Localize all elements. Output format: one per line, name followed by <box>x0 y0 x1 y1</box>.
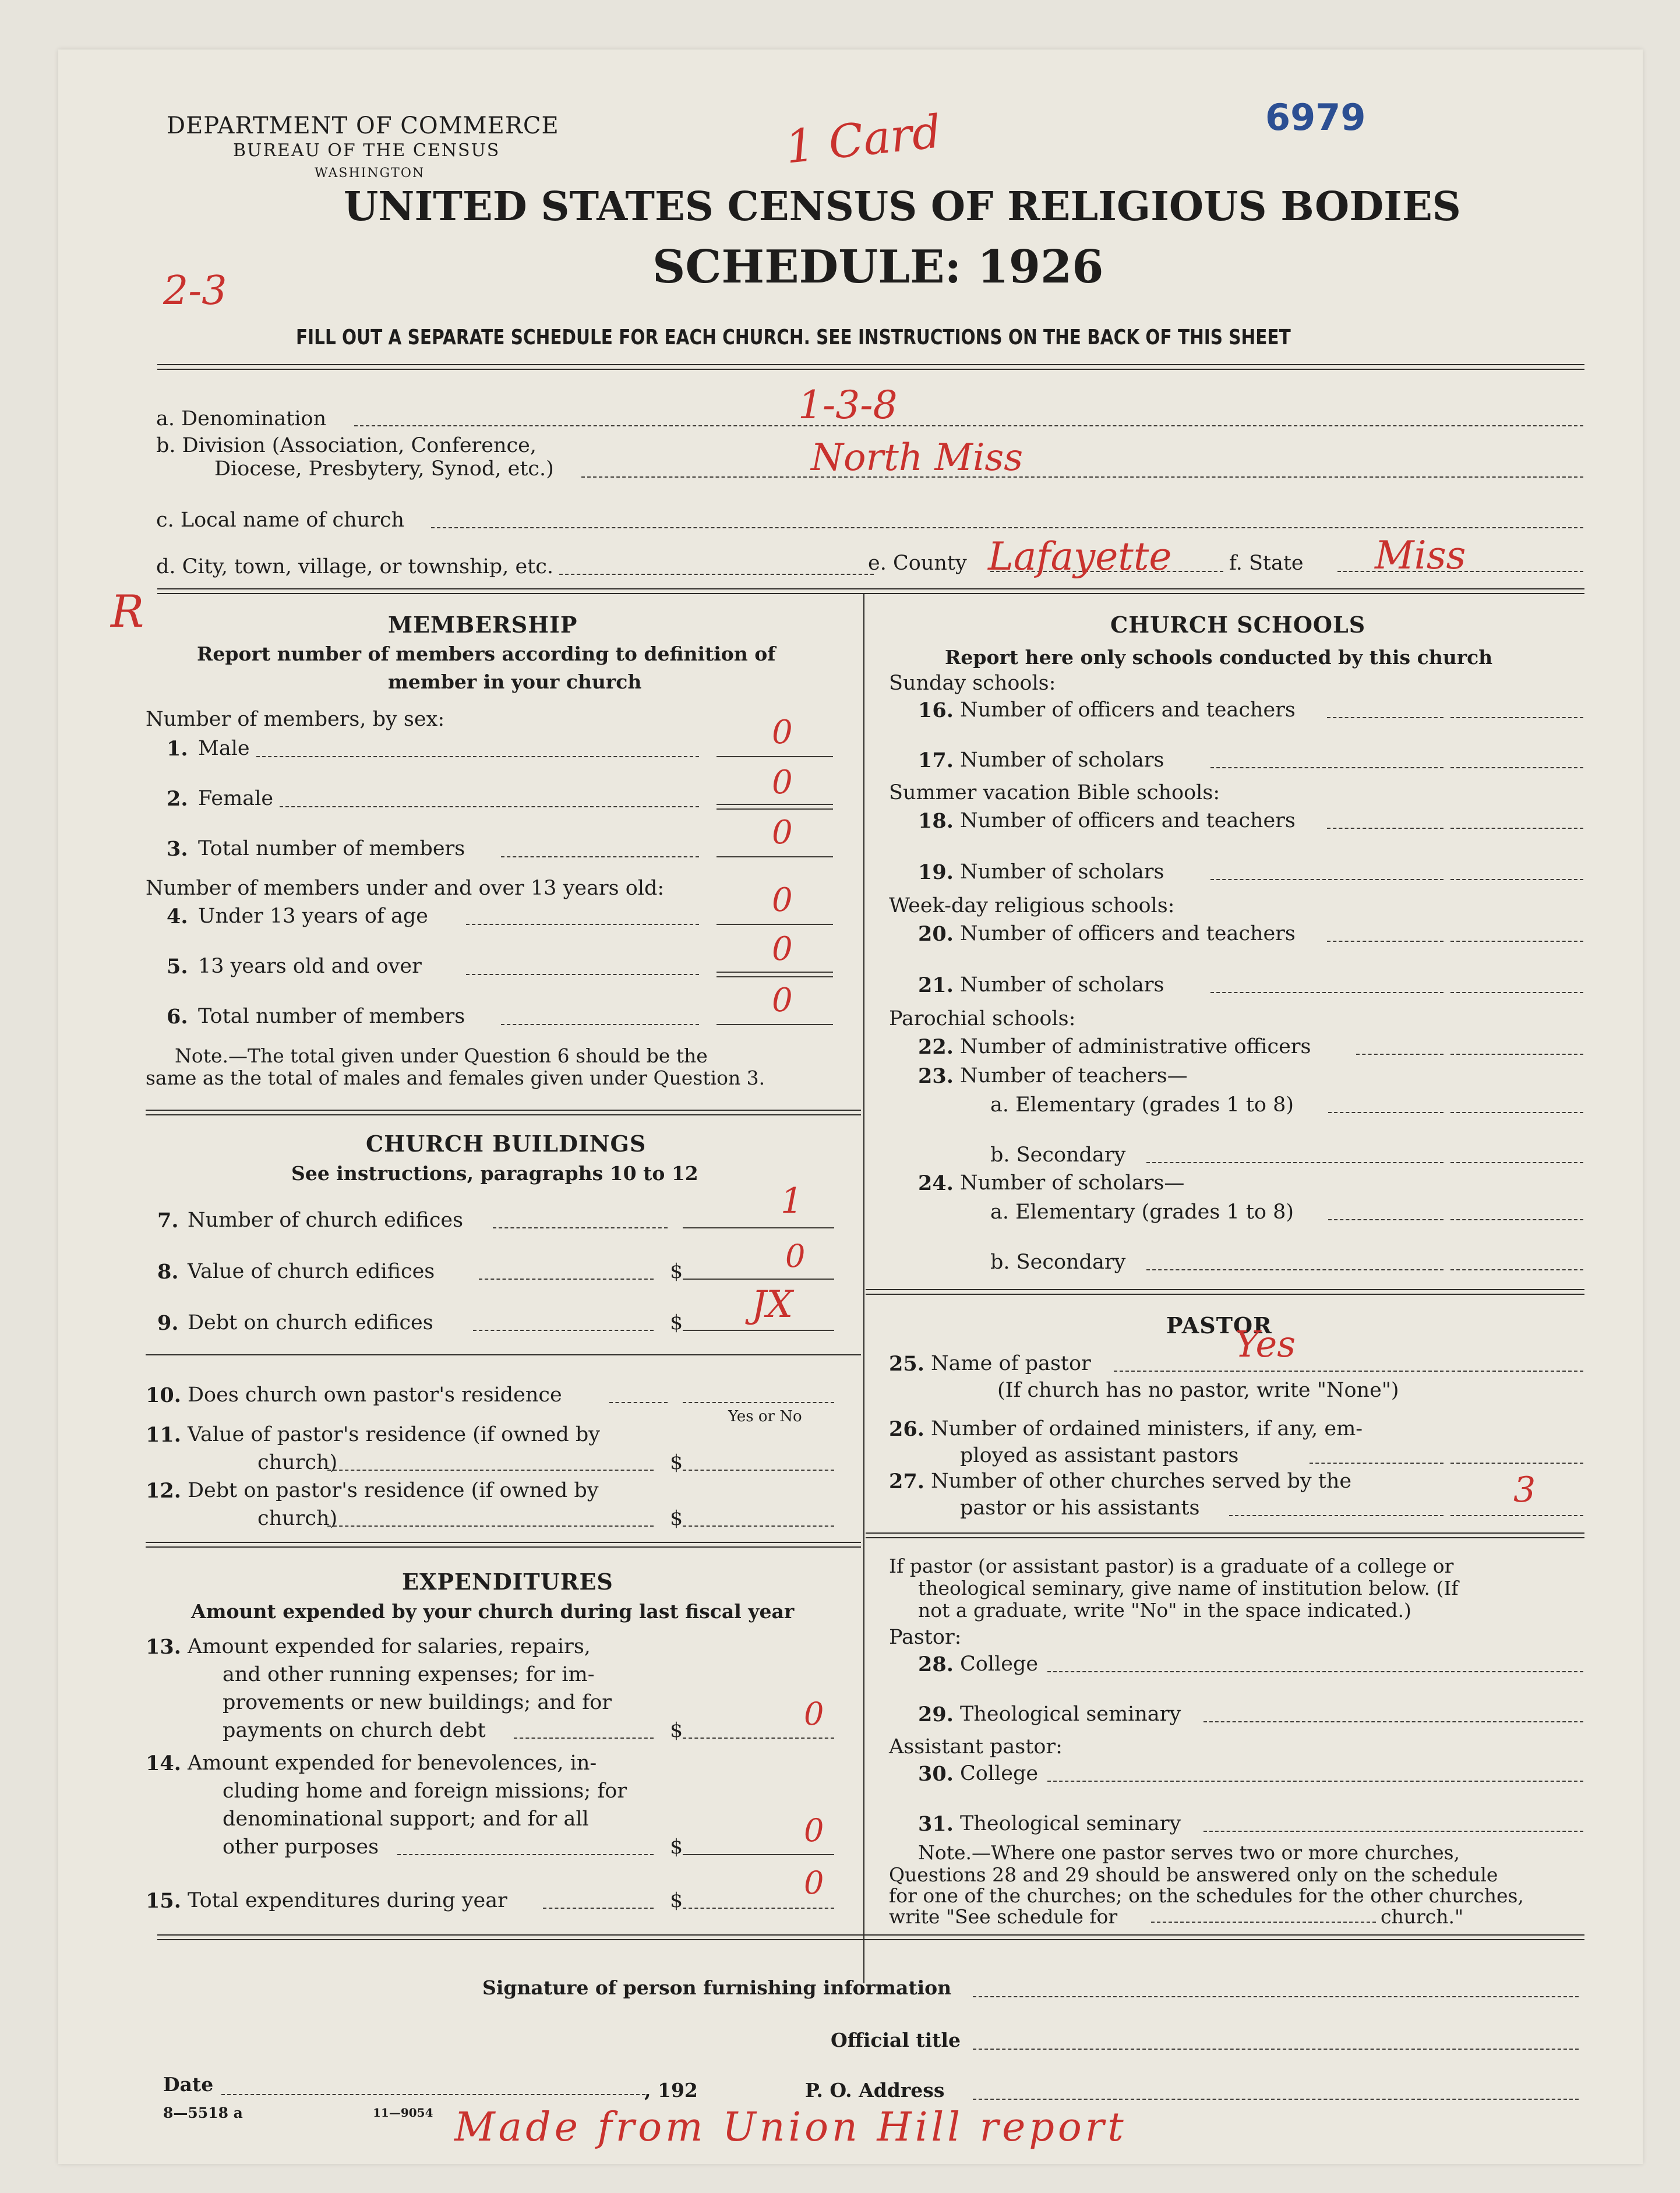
q27-value: 3 <box>1513 1470 1536 1510</box>
q20-leader <box>1327 941 1443 942</box>
county-value: Lafayette <box>988 534 1172 579</box>
q14-label-1: Amount expended for benevolences, in- <box>188 1751 597 1775</box>
members-by-sex-label: Number of members, by sex: <box>146 708 445 731</box>
q7-answer-line[interactable] <box>683 1227 834 1228</box>
q10-number: 10. <box>146 1383 181 1407</box>
q14-value: 0 <box>804 1812 824 1849</box>
form-subtitle: SCHEDULE: 1926 <box>652 241 1104 294</box>
q27-label-1: Number of other churches served by the <box>931 1470 1352 1493</box>
q2-answer-line[interactable] <box>717 804 833 805</box>
expenditures-heading: EXPENDITURES <box>402 1569 613 1595</box>
schools-subheading: Report here only schools conducted by this church <box>945 646 1493 669</box>
divider <box>146 1114 861 1115</box>
sunday-schools-label: Sunday schools: <box>889 672 1056 695</box>
q27-label-2: pastor or his assistants <box>960 1496 1200 1520</box>
divider <box>146 1110 861 1111</box>
q5-total-rule <box>717 976 833 977</box>
pastor-note-1: Note.—Where one pastor serves two or more churches, <box>918 1841 1460 1864</box>
q6-answer-line[interactable] <box>717 1024 833 1025</box>
q9-label: Debt on church edifices <box>188 1311 433 1334</box>
q11-label-2: church) <box>257 1451 338 1474</box>
q5-label: 13 years old and over <box>198 955 422 978</box>
form-title: UNITED STATES CENSUS OF RELIGIOUS BODIES <box>344 183 1461 230</box>
q16-leader <box>1327 717 1443 718</box>
division-value: North Miss <box>811 436 1023 479</box>
q15-value: 0 <box>804 1864 824 1901</box>
q13-answer-line[interactable] <box>683 1738 834 1739</box>
divider <box>157 1934 1584 1936</box>
q23-number: 23. <box>918 1064 954 1088</box>
q24b-leader <box>1146 1269 1443 1270</box>
state-value: Miss <box>1375 533 1466 578</box>
q10-leader <box>609 1402 668 1403</box>
q6-number: 6. <box>167 1005 188 1029</box>
q11-label-1: Value of pastor's residence (if owned by <box>188 1423 601 1446</box>
buildings-subheading: See instructions, paragraphs 10 to 12 <box>291 1162 698 1185</box>
q23a-label: a. Elementary (grades 1 to 8) <box>990 1093 1294 1117</box>
q14-label-4: other purposes <box>223 1835 379 1859</box>
po-address-field-line[interactable] <box>973 2099 1579 2100</box>
q18-answer-line[interactable] <box>1450 828 1583 829</box>
q24b-answer-line[interactable] <box>1450 1269 1583 1270</box>
q1-leader <box>256 756 699 757</box>
q2-value: 0 <box>772 764 793 801</box>
q11-answer-line[interactable] <box>683 1470 834 1471</box>
q24-label: Number of scholars— <box>960 1171 1185 1195</box>
division-label-line1: b. Division (Association, Conference, <box>156 434 537 457</box>
q5-value: 0 <box>772 930 793 968</box>
q8-number: 8. <box>157 1260 179 1284</box>
division-label-line2: Diocese, Presbytery, Synod, etc.) <box>214 457 554 481</box>
signature-label: Signature of person furnishing information <box>482 1976 952 1999</box>
q13-label-1: Amount expended for salaries, repairs, <box>188 1635 591 1658</box>
schedule-number-stamp: 6979 <box>1265 96 1366 139</box>
local-name-field-line[interactable] <box>431 527 1583 528</box>
q8-leader <box>479 1279 654 1280</box>
q13-label-3: provements or new buildings; and for <box>223 1691 612 1714</box>
divider <box>146 1354 861 1355</box>
q24a-answer-line[interactable] <box>1450 1219 1583 1220</box>
q3-answer-line[interactable] <box>717 856 833 857</box>
q31-number: 31. <box>918 1812 954 1836</box>
q20-number: 20. <box>918 922 954 946</box>
q19-label: Number of scholars <box>960 860 1164 884</box>
pastor-note-4a: write "See schedule for <box>889 1905 1118 1928</box>
graduate-instructions-2: theological seminary, give name of institution below. (If <box>918 1577 1459 1599</box>
weekday-schools-label: Week-day religious schools: <box>889 894 1175 917</box>
divider <box>146 1542 861 1543</box>
q19-number: 19. <box>918 860 954 884</box>
divider <box>157 1939 1584 1940</box>
q10-answer-line[interactable] <box>683 1402 834 1403</box>
column-divider <box>863 594 864 1983</box>
q11-leader <box>327 1470 654 1471</box>
q10-label: Does church own pastor's residence <box>188 1383 562 1407</box>
q19-leader <box>1210 879 1443 880</box>
q12-dollar-sign: $ <box>670 1507 683 1530</box>
fill-out-instruction: FILL OUT A SEPARATE SCHEDULE FOR EACH CHURCH. SEE INSTRUCTIONS ON THE BACK OF THIS SHEET <box>296 326 1291 349</box>
q26-number: 26. <box>889 1417 924 1441</box>
signature-field-line[interactable] <box>973 1996 1579 1997</box>
divider <box>157 364 1584 365</box>
department-name: DEPARTMENT OF COMMERCE <box>167 112 559 139</box>
q20-label: Number of officers and teachers <box>960 922 1296 945</box>
q13-value: 0 <box>804 1696 824 1732</box>
q12-label-2: church) <box>257 1507 338 1530</box>
q23a-leader <box>1328 1112 1443 1113</box>
q25-label: Name of pastor <box>931 1352 1091 1375</box>
q27-answer-line[interactable] <box>1450 1515 1583 1516</box>
q23a-answer-line[interactable] <box>1450 1112 1583 1113</box>
q11-dollar-sign: $ <box>670 1451 683 1474</box>
state-label: f. State <box>1229 552 1304 575</box>
q13-number: 13. <box>146 1635 181 1659</box>
q22-answer-line[interactable] <box>1450 1054 1583 1055</box>
handwritten-r-mark: R <box>111 585 144 637</box>
date-year-prefix: , 192 <box>644 2079 698 2102</box>
q15-number: 15. <box>146 1889 181 1913</box>
handwritten-source-note: Made from Union Hill report <box>454 2104 1127 2150</box>
pastor-note-3: for one of the churches; on the schedules for the other churches, <box>889 1884 1524 1907</box>
date-label: Date <box>163 2073 214 2096</box>
members-by-age-label: Number of members under and over 13 years old: <box>146 877 665 900</box>
q30-number: 30. <box>918 1762 954 1786</box>
graduate-instructions-3: not a graduate, write "No" in the space indicated.) <box>918 1599 1411 1622</box>
q15-dollar-sign: $ <box>670 1889 683 1912</box>
q6-label: Total number of members <box>198 1005 465 1028</box>
q9-number: 9. <box>157 1311 179 1335</box>
see-schedule-field-line[interactable] <box>1151 1922 1376 1923</box>
q14-leader <box>397 1854 654 1855</box>
q1-label: Male <box>198 737 250 760</box>
divider <box>866 1537 1584 1538</box>
q28-answer-line[interactable] <box>1047 1671 1583 1672</box>
q3-leader <box>501 856 699 857</box>
q25-answer-line[interactable] <box>1114 1371 1583 1372</box>
q18-leader <box>1327 828 1443 829</box>
q15-label: Total expenditures during year <box>188 1889 507 1912</box>
q9-value: JX <box>751 1283 793 1326</box>
q14-number: 14. <box>146 1751 181 1775</box>
q21-leader <box>1210 992 1443 993</box>
q24-number: 24. <box>918 1171 954 1195</box>
q22-number: 22. <box>918 1035 954 1059</box>
q24a-label: a. Elementary (grades 1 to 8) <box>990 1200 1294 1224</box>
q20-answer-line[interactable] <box>1450 941 1583 942</box>
denomination-field-line[interactable] <box>354 425 1583 426</box>
divider <box>146 1546 861 1548</box>
membership-subheading-1: Report number of members according to definition of <box>197 642 776 665</box>
q4-leader <box>466 924 699 925</box>
q28-label: College <box>960 1652 1039 1676</box>
city-field-line[interactable] <box>559 574 874 575</box>
q6-value: 0 <box>772 981 793 1019</box>
q4-number: 4. <box>167 905 188 928</box>
q6-leader <box>501 1024 699 1025</box>
q8-answer-line[interactable] <box>683 1279 834 1280</box>
q23-label: Number of teachers— <box>960 1064 1188 1087</box>
q17-label: Number of scholars <box>960 748 1164 772</box>
summer-schools-label: Summer vacation Bible schools: <box>889 781 1220 804</box>
q13-leader <box>514 1738 654 1739</box>
q23b-answer-line[interactable] <box>1450 1162 1583 1163</box>
q27-number: 27. <box>889 1470 924 1493</box>
q5-leader <box>466 974 699 975</box>
q29-number: 29. <box>918 1703 954 1726</box>
q11-number: 11. <box>146 1423 181 1447</box>
q31-answer-line[interactable] <box>1203 1831 1583 1832</box>
q2-leader <box>280 806 699 807</box>
q31-label: Theological seminary <box>960 1812 1181 1835</box>
q7-number: 7. <box>157 1209 179 1233</box>
membership-subheading-2: member in your church <box>388 670 642 693</box>
q30-answer-line[interactable] <box>1047 1781 1583 1782</box>
buildings-heading: CHURCH BUILDINGS <box>366 1131 647 1157</box>
q21-label: Number of scholars <box>960 973 1164 997</box>
q8-label: Value of church edifices <box>188 1260 435 1283</box>
graduate-instructions-1: If pastor (or assistant pastor) is a graduate of a college or <box>889 1555 1454 1577</box>
q26-answer-line[interactable] <box>1450 1463 1583 1464</box>
q7-label: Number of church edifices <box>188 1209 464 1232</box>
bureau-city: WASHINGTON <box>315 166 425 181</box>
q26-label-1: Number of ordained ministers, if any, em- <box>931 1417 1363 1440</box>
q8-dollar-sign: $ <box>670 1260 683 1283</box>
q9-dollar-sign: $ <box>670 1311 683 1334</box>
q25-hint: (If church has no pastor, write "None") <box>997 1379 1399 1402</box>
q2-total-rule <box>717 808 833 810</box>
q12-answer-line[interactable] <box>683 1525 834 1527</box>
q29-answer-line[interactable] <box>1203 1721 1583 1722</box>
q13-dollar-sign: $ <box>670 1719 683 1742</box>
city-label: d. City, town, village, or township, etc. <box>156 555 553 578</box>
q25-number: 25. <box>889 1352 924 1376</box>
q28-number: 28. <box>918 1652 954 1676</box>
print-number: 11—9054 <box>373 2106 433 2120</box>
q13-label-2: and other running expenses; for im- <box>223 1663 595 1686</box>
q14-answer-line[interactable] <box>683 1854 834 1855</box>
q16-label: Number of officers and teachers <box>960 698 1296 722</box>
q22-label: Number of administrative officers <box>960 1035 1311 1058</box>
q16-answer-line[interactable] <box>1450 717 1583 718</box>
q2-label: Female <box>198 787 274 810</box>
q14-label-2: cluding home and foreign missions; for <box>223 1779 627 1803</box>
q23b-label: b. Secondary <box>990 1143 1126 1167</box>
division-field-line[interactable] <box>581 476 1583 478</box>
q19-answer-line[interactable] <box>1450 879 1583 880</box>
q29-label: Theological seminary <box>960 1703 1181 1726</box>
membership-note-2: same as the total of males and females given under Question 3. <box>146 1067 765 1089</box>
q14-dollar-sign: $ <box>670 1835 683 1859</box>
q26-label-2: ployed as assistant pastors <box>960 1444 1239 1467</box>
q13-label-4: payments on church debt <box>223 1719 486 1742</box>
q9-answer-line[interactable] <box>683 1330 834 1331</box>
q23b-leader <box>1146 1162 1443 1163</box>
divider <box>866 1294 1584 1295</box>
q25-value: Yes <box>1235 1323 1296 1365</box>
census-schedule-sheet <box>58 50 1643 2164</box>
divider <box>866 1289 1584 1290</box>
handwritten-card-note: 1 Card <box>783 105 944 174</box>
bureau-name: BUREAU OF THE CENSUS <box>233 140 500 161</box>
date-field-line[interactable] <box>221 2094 645 2095</box>
denomination-value: 1-3-8 <box>798 383 898 428</box>
local-name-label: c. Local name of church <box>156 508 405 532</box>
denomination-label: a. Denomination <box>156 407 327 430</box>
q4-label: Under 13 years of age <box>198 905 428 928</box>
q14-label-3: denominational support; and for all <box>223 1807 589 1831</box>
q16-number: 16. <box>918 698 954 722</box>
q4-value: 0 <box>772 881 793 919</box>
q5-number: 5. <box>167 955 188 979</box>
official-title-label: Official title <box>831 2029 961 2051</box>
q30-label: College <box>960 1762 1039 1785</box>
county-label: e. County <box>868 552 967 575</box>
q26-leader <box>1310 1463 1443 1464</box>
divider <box>157 588 1584 589</box>
q27-leader <box>1229 1515 1443 1516</box>
official-title-field-line[interactable] <box>973 2049 1579 2050</box>
q1-value: 0 <box>772 714 793 751</box>
membership-note-1: Note.—The total given under Question 6 should be the <box>175 1044 708 1067</box>
q15-leader <box>543 1908 654 1909</box>
schools-heading: CHURCH SCHOOLS <box>1110 612 1366 638</box>
q17-number: 17. <box>918 748 954 772</box>
q2-number: 2. <box>167 787 188 811</box>
q9-leader <box>473 1330 654 1331</box>
q7-leader <box>493 1227 668 1228</box>
q5-answer-line[interactable] <box>717 972 833 973</box>
q4-answer-line[interactable] <box>717 924 833 925</box>
form-number: 8—5518 a <box>163 2104 243 2121</box>
q17-leader <box>1210 767 1443 768</box>
divider <box>157 369 1584 370</box>
q18-number: 18. <box>918 809 954 833</box>
pastor-note-2: Questions 28 and 29 should be answered only on the schedule <box>889 1863 1498 1886</box>
q18-label: Number of officers and teachers <box>960 809 1296 832</box>
po-address-label: P. O. Address <box>805 2079 945 2102</box>
yes-or-no-hint: Yes or No <box>728 1408 802 1425</box>
q24a-leader <box>1328 1219 1443 1220</box>
pastor-subheading: Pastor: <box>889 1626 962 1649</box>
pastor-note-4b: church." <box>1381 1905 1464 1928</box>
q1-answer-line[interactable] <box>717 756 833 757</box>
q12-number: 12. <box>146 1479 181 1503</box>
divider <box>866 1532 1584 1534</box>
pastor-heading: PASTOR <box>1166 1312 1272 1339</box>
q12-label-1: Debt on pastor's residence (if owned by <box>188 1479 599 1502</box>
q7-value: 1 <box>781 1181 803 1221</box>
q3-label: Total number of members <box>198 837 465 860</box>
q15-answer-line[interactable] <box>683 1908 834 1909</box>
q3-number: 3. <box>167 837 188 861</box>
divider <box>157 593 1584 594</box>
q12-leader <box>327 1525 654 1527</box>
expenditures-subheading: Amount expended by your church during last fiscal year <box>191 1600 795 1623</box>
q22-leader <box>1356 1054 1443 1055</box>
q1-number: 1. <box>167 737 188 761</box>
parochial-schools-label: Parochial schools: <box>889 1007 1076 1030</box>
q21-number: 21. <box>918 973 954 997</box>
handwritten-left-number: 2-3 <box>163 268 227 314</box>
membership-heading: MEMBERSHIP <box>388 612 578 638</box>
q24b-label: b. Secondary <box>990 1251 1126 1274</box>
q21-answer-line[interactable] <box>1450 992 1583 993</box>
q3-value: 0 <box>772 814 793 852</box>
q8-value: 0 <box>785 1238 806 1274</box>
assistant-pastor-subheading: Assistant pastor: <box>889 1735 1063 1758</box>
q17-answer-line[interactable] <box>1450 767 1583 768</box>
